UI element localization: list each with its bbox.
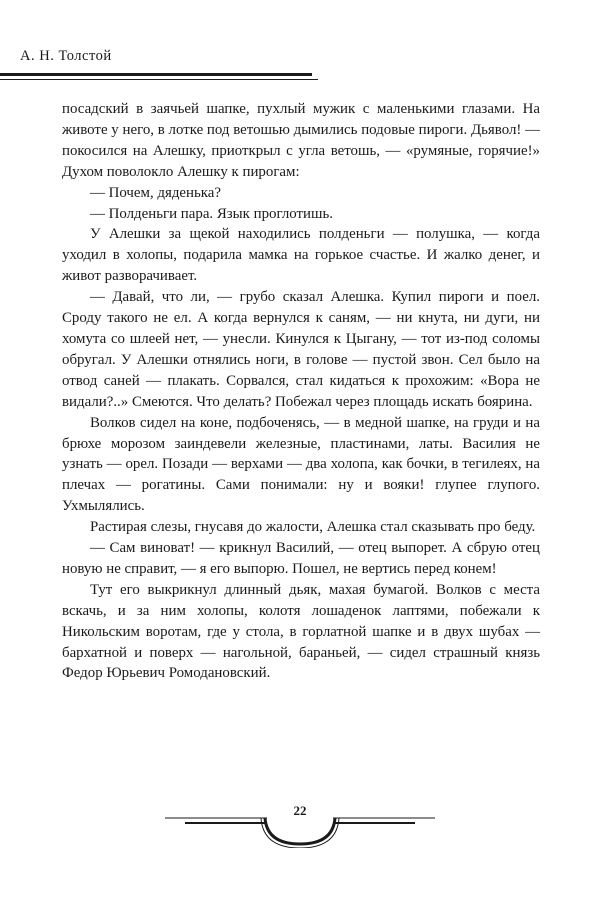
paragraph-8: — Сам виноват! — крикнул Василий, — отец выпорет. А сбрую отец новую не справит, — я его выпорю. Пошел, не вертись перед конем! — [62, 540, 540, 577]
paragraph-9: Тут его выкрикнул длинный дьяк, махая бумагой. Волков с места вскачь, и за ним холопы, колотя лошаденок лаптями, побежали к Никольским воротам, где у стола, в горлатной шапке и в двух шубах — бархатной и поверх — нагольной, бараньей, — сидел страшный князь Федор Юрьевич Ромодановский. — [62, 581, 540, 682]
paragraph-6: Волков сидел на коне, подбоченясь, — в медной шапке, на груди и на брюхе морозом заиндевели железные, пластинами, латы. Василия не узнать — орел. Позади — верхами — два холопа, как бочки, в тегилеях, на плечах — рогатины. Сами понимали: ну и вояки! глупее глупого. Ухмылялись. — [62, 414, 540, 515]
header-rule-thick — [0, 73, 312, 76]
paragraph-2: — Почем, дяденька? — [90, 184, 221, 201]
paragraph-7: Растирая слезы, гнусавя до жалости, Алешка стал сказывать про беду. — [90, 519, 536, 536]
paragraph-1: посадский в заячьей шапке, пухлый мужик с маленькими глазами. На животе у него, в лотке под ветошью дымились подовые пироги. Дьявол! — покосился на Алешку, приоткрыл с угла ветошь, — «румяные, горячие!» Духом поволокло Алешку к пирогам: — [62, 101, 540, 180]
header-rule-thin — [0, 79, 318, 80]
running-head-author: А. Н. Толстой — [20, 48, 112, 64]
body-text — [62, 99, 540, 684]
page-number: 22 — [293, 803, 307, 818]
paragraph-4: У Алешки за щекой находились полденьги — полушка, — когда уходил в холопы, подарила мамка на горькое счастье. И жалко денег, и живот разворачивает. — [62, 226, 540, 285]
paragraph-3: — Полденьги пара. Язык проглотишь. — [90, 205, 333, 222]
paragraph-5: — Давай, что ли, — грубо сказал Алешка. Купил пироги и поел. Сроду такого не ел. А когда вернулся к саням, — ни кнута, ни дуги, ни хомута со шлеей нет, — унесли. Кинулся к Цыгану, — тот из-под соломы обругал. У Алешки отнялись ноги, в голове — пустой звон. Сел было на отвод саней — плакать. Сорвался, стал кидаться к прохожим: «Вора не видали?..» Смеются. Что делать? Побежал через площадь искать боярина. — [62, 289, 540, 410]
